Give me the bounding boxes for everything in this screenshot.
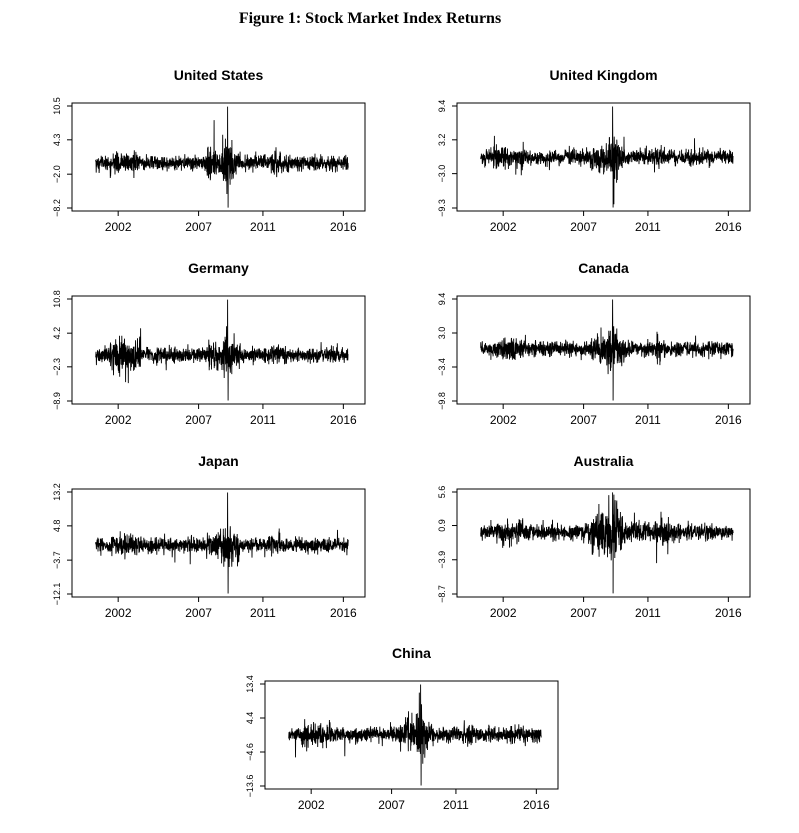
chart-australia xyxy=(420,451,760,621)
chart-title: United Kingdom xyxy=(549,67,658,83)
y-tick-label: −3.7 xyxy=(52,551,62,570)
y-tick-label: 9.4 xyxy=(437,99,447,113)
y-tick-label: 4.4 xyxy=(245,711,255,725)
y-tick-label: 10.8 xyxy=(52,290,62,308)
series-line xyxy=(96,300,349,401)
x-tick-label: 2016 xyxy=(714,220,742,234)
y-tick-label: 0.9 xyxy=(437,519,447,532)
x-tick-label: 2007 xyxy=(185,220,212,234)
y-tick-label: 13.4 xyxy=(245,675,255,693)
series-line xyxy=(481,492,734,593)
x-tick-label: 2011 xyxy=(635,220,661,234)
chart-united-kingdom xyxy=(420,65,760,235)
y-tick-label: −12.1 xyxy=(52,582,62,606)
chart-title: Australia xyxy=(573,453,634,469)
y-tick-label: 4.3 xyxy=(52,133,62,147)
chart-title: China xyxy=(392,645,431,661)
series-line xyxy=(96,493,349,594)
x-tick-label: 2002 xyxy=(489,606,517,620)
chart-germany xyxy=(35,258,375,428)
x-tick-label: 2007 xyxy=(570,220,597,234)
chart-title: Canada xyxy=(578,260,629,276)
x-tick-label: 2011 xyxy=(250,606,276,620)
x-tick-label: 2011 xyxy=(250,220,276,234)
x-tick-label: 2016 xyxy=(522,798,550,812)
plot-frame xyxy=(457,489,750,597)
x-tick-label: 2002 xyxy=(104,413,132,427)
y-tick-label: 10.5 xyxy=(52,97,62,115)
y-tick-label: −8.2 xyxy=(52,199,62,217)
x-tick-label: 2002 xyxy=(104,220,132,234)
x-tick-label: 2007 xyxy=(185,606,212,620)
x-tick-label: 2002 xyxy=(104,606,132,620)
y-tick-label: −8.7 xyxy=(437,585,447,603)
y-tick-label: −2.3 xyxy=(52,357,62,376)
series-line xyxy=(96,107,349,208)
chart-title: United States xyxy=(173,67,264,83)
chart-title: Japan xyxy=(198,453,239,469)
x-tick-label: 2016 xyxy=(329,606,357,620)
x-tick-label: 2007 xyxy=(185,413,212,427)
x-tick-label: 2007 xyxy=(570,606,597,620)
x-tick-label: 2011 xyxy=(635,413,661,427)
series-line xyxy=(289,685,542,786)
chart-china xyxy=(228,643,568,813)
y-tick-label: −3.4 xyxy=(437,358,447,376)
x-tick-label: 2016 xyxy=(714,413,742,427)
figure-title: Figure 1: Stock Market Index Returns xyxy=(238,10,502,27)
y-tick-label: 3.2 xyxy=(437,133,447,147)
y-tick-label: −9.8 xyxy=(437,392,447,410)
x-tick-label: 2011 xyxy=(250,413,276,427)
x-tick-label: 2011 xyxy=(443,798,469,812)
x-tick-label: 2016 xyxy=(329,220,357,234)
chart-united-states xyxy=(35,65,375,235)
x-tick-label: 2002 xyxy=(297,798,325,812)
x-tick-label: 2007 xyxy=(378,798,405,812)
y-tick-label: −4.6 xyxy=(245,743,255,761)
y-tick-label: −3.0 xyxy=(437,164,447,183)
y-tick-label: −8.9 xyxy=(52,392,62,410)
x-tick-label: 2007 xyxy=(570,413,597,427)
y-tick-label: −13.6 xyxy=(245,774,255,798)
y-tick-label: −3.9 xyxy=(437,550,447,569)
chart-canada xyxy=(420,258,760,428)
y-tick-label: 13.2 xyxy=(52,483,62,501)
chart-title: Germany xyxy=(188,260,249,276)
x-tick-label: 2002 xyxy=(489,220,517,234)
x-tick-label: 2002 xyxy=(489,413,517,427)
y-tick-label: 4.8 xyxy=(52,519,62,533)
y-tick-label: 9.4 xyxy=(437,292,447,306)
x-tick-label: 2011 xyxy=(635,606,661,620)
series-line xyxy=(481,107,734,208)
y-tick-label: 4.2 xyxy=(52,326,62,340)
y-tick-label: 5.6 xyxy=(437,485,447,499)
y-tick-label: −9.3 xyxy=(437,199,447,217)
x-tick-label: 2016 xyxy=(329,413,357,427)
chart-japan xyxy=(35,451,375,621)
y-tick-label: 3.0 xyxy=(437,326,447,340)
series-line xyxy=(481,300,734,401)
x-tick-label: 2016 xyxy=(714,606,742,620)
y-tick-label: −2.0 xyxy=(52,165,62,184)
